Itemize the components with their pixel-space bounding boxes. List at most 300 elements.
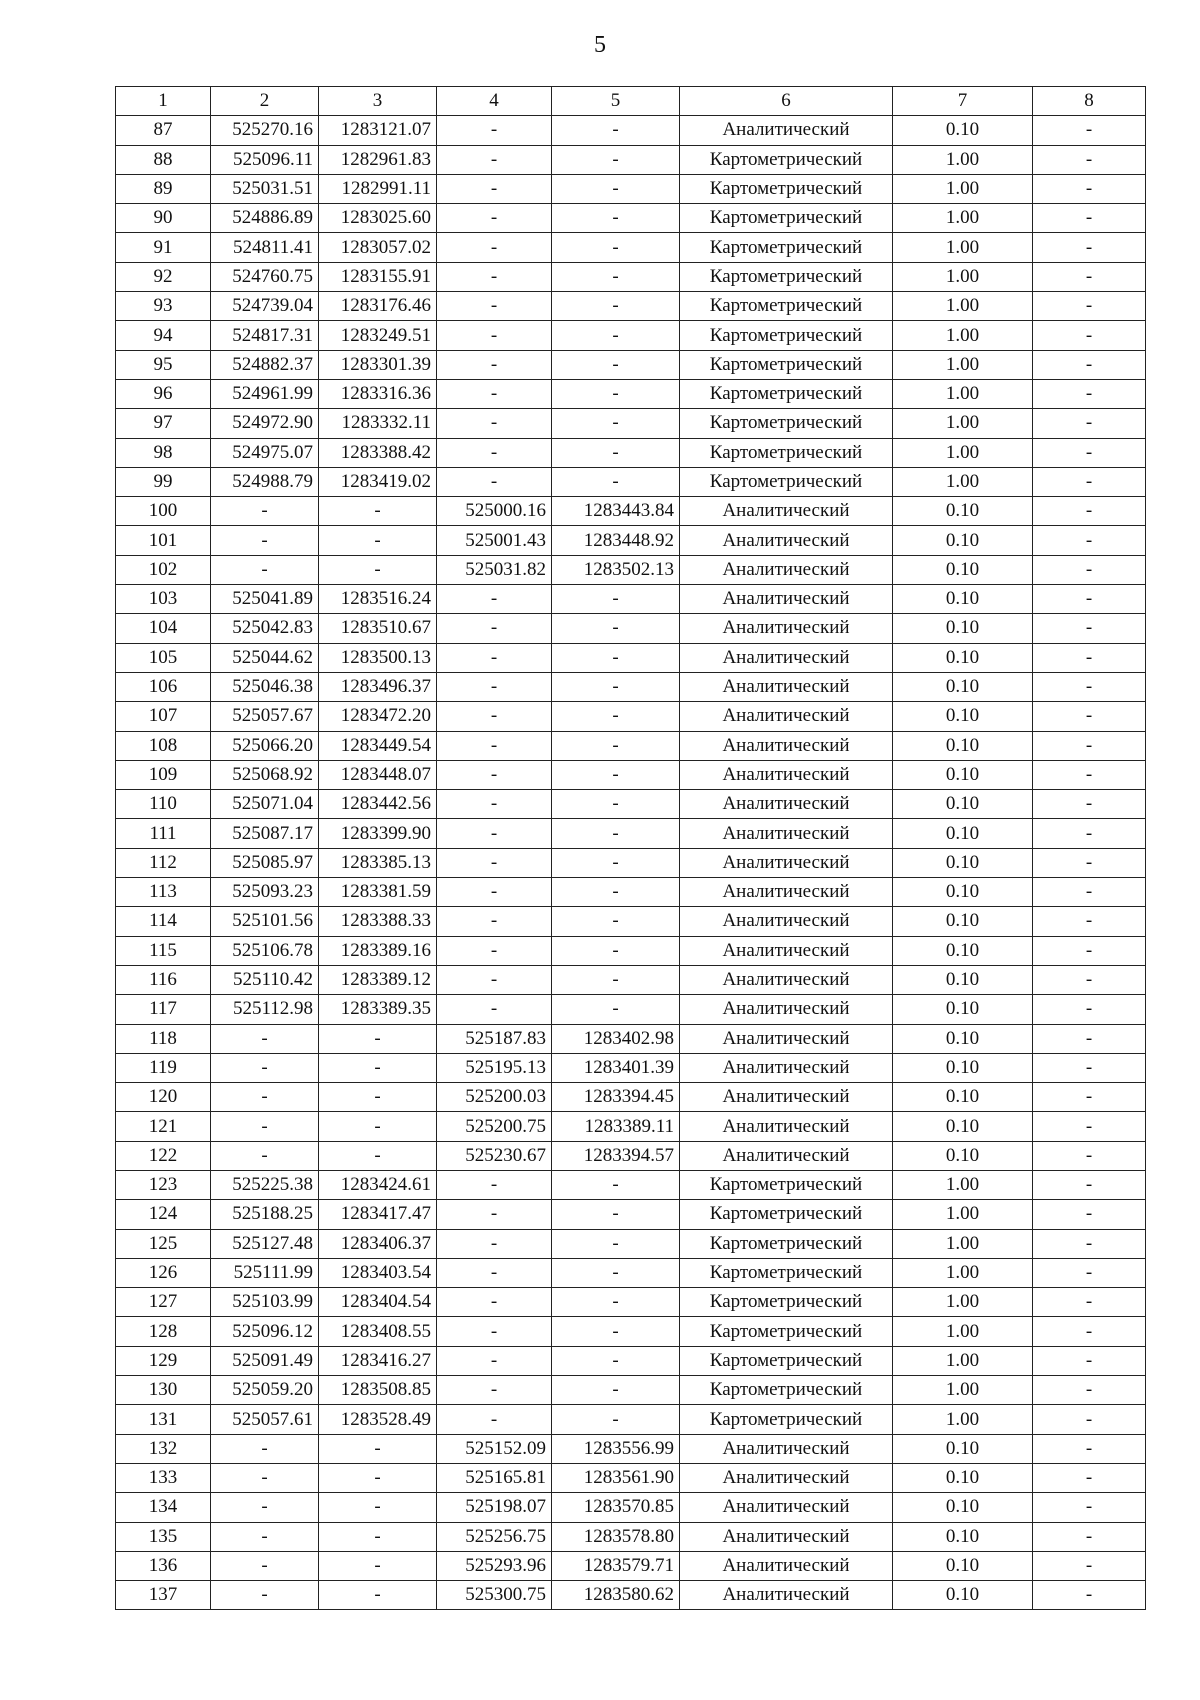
table-row — [116, 1376, 1146, 1405]
y-refined-cell: - — [552, 1200, 680, 1229]
point-number-cell: 126 — [116, 1258, 211, 1287]
method-cell: Аналитический — [680, 936, 893, 965]
y-refined-cell: - — [552, 614, 680, 643]
accuracy-cell: 0.10 — [893, 1053, 1033, 1082]
y-existing-cell: 1283406.37 — [319, 1229, 437, 1258]
y-existing-cell: 1283500.13 — [319, 643, 437, 672]
x-refined-cell: 525195.13 — [437, 1053, 552, 1082]
column-header: 6 — [680, 87, 893, 116]
method-cell: Аналитический — [680, 614, 893, 643]
column-header: 3 — [319, 87, 437, 116]
y-refined-cell: - — [552, 467, 680, 496]
x-refined-cell: 525256.75 — [437, 1522, 552, 1551]
description-cell: - — [1033, 1493, 1146, 1522]
table-row — [116, 116, 1146, 145]
x-existing-cell: - — [211, 1112, 319, 1141]
y-refined-cell: - — [552, 585, 680, 614]
point-number-cell: 112 — [116, 848, 211, 877]
method-cell: Аналитический — [680, 555, 893, 584]
method-cell: Картометрический — [680, 145, 893, 174]
x-existing-cell: - — [211, 555, 319, 584]
table-row — [116, 731, 1146, 760]
accuracy-cell: 1.00 — [893, 409, 1033, 438]
method-cell: Аналитический — [680, 995, 893, 1024]
y-refined-cell: - — [552, 731, 680, 760]
description-cell: - — [1033, 702, 1146, 731]
y-existing-cell: 1283389.12 — [319, 965, 437, 994]
table-row — [116, 672, 1146, 701]
point-number-cell: 98 — [116, 438, 211, 467]
y-existing-cell: - — [319, 1493, 437, 1522]
y-existing-cell: - — [319, 1551, 437, 1580]
point-number-cell: 110 — [116, 790, 211, 819]
y-existing-cell: - — [319, 1522, 437, 1551]
accuracy-cell: 1.00 — [893, 379, 1033, 408]
y-existing-cell: - — [319, 1112, 437, 1141]
x-refined-cell: - — [437, 321, 552, 350]
description-cell: - — [1033, 1083, 1146, 1112]
description-cell: - — [1033, 1551, 1146, 1580]
point-number-cell: 120 — [116, 1083, 211, 1112]
y-existing-cell: 1283176.46 — [319, 292, 437, 321]
method-cell: Аналитический — [680, 702, 893, 731]
point-number-cell: 101 — [116, 526, 211, 555]
x-existing-cell: - — [211, 1493, 319, 1522]
y-refined-cell: - — [552, 936, 680, 965]
point-number-cell: 119 — [116, 1053, 211, 1082]
y-existing-cell: 1283381.59 — [319, 878, 437, 907]
table-row — [116, 1581, 1146, 1610]
y-existing-cell: 1283516.24 — [319, 585, 437, 614]
method-cell: Аналитический — [680, 526, 893, 555]
point-number-cell: 135 — [116, 1522, 211, 1551]
point-number-cell: 95 — [116, 350, 211, 379]
y-existing-cell: 1283528.49 — [319, 1405, 437, 1434]
description-cell: - — [1033, 379, 1146, 408]
y-refined-cell: 1283394.45 — [552, 1083, 680, 1112]
y-existing-cell: - — [319, 1053, 437, 1082]
method-cell: Аналитический — [680, 1581, 893, 1610]
x-existing-cell: - — [211, 1581, 319, 1610]
y-existing-cell: 1283388.33 — [319, 907, 437, 936]
accuracy-cell: 0.10 — [893, 1083, 1033, 1112]
x-refined-cell: - — [437, 1288, 552, 1317]
description-cell: - — [1033, 1317, 1146, 1346]
y-refined-cell: - — [552, 145, 680, 174]
point-number-cell: 102 — [116, 555, 211, 584]
y-refined-cell: 1283580.62 — [552, 1581, 680, 1610]
description-cell: - — [1033, 1434, 1146, 1463]
accuracy-cell: 1.00 — [893, 1376, 1033, 1405]
x-refined-cell: - — [437, 672, 552, 701]
table-row — [116, 585, 1146, 614]
x-existing-cell: 525110.42 — [211, 965, 319, 994]
description-cell: - — [1033, 936, 1146, 965]
x-existing-cell: - — [211, 1522, 319, 1551]
x-refined-cell: 525200.03 — [437, 1083, 552, 1112]
table-row — [116, 1200, 1146, 1229]
table-row — [116, 614, 1146, 643]
x-refined-cell: - — [437, 995, 552, 1024]
description-cell: - — [1033, 1581, 1146, 1610]
x-existing-cell: 525112.98 — [211, 995, 319, 1024]
x-existing-cell: 525127.48 — [211, 1229, 319, 1258]
accuracy-cell: 0.10 — [893, 116, 1033, 145]
method-cell: Картометрический — [680, 1376, 893, 1405]
y-existing-cell: - — [319, 1141, 437, 1170]
x-refined-cell: - — [437, 292, 552, 321]
y-refined-cell: - — [552, 321, 680, 350]
x-existing-cell: 524817.31 — [211, 321, 319, 350]
y-existing-cell: 1283389.35 — [319, 995, 437, 1024]
y-refined-cell: 1283578.80 — [552, 1522, 680, 1551]
table-row — [116, 790, 1146, 819]
description-cell: - — [1033, 614, 1146, 643]
point-number-cell: 115 — [116, 936, 211, 965]
y-refined-cell: - — [552, 1170, 680, 1199]
method-cell: Картометрический — [680, 379, 893, 408]
accuracy-cell: 0.10 — [893, 1112, 1033, 1141]
y-existing-cell: 1283448.07 — [319, 760, 437, 789]
y-existing-cell: - — [319, 497, 437, 526]
x-existing-cell: 525068.92 — [211, 760, 319, 789]
y-refined-cell: - — [552, 1405, 680, 1434]
y-refined-cell: - — [552, 1288, 680, 1317]
accuracy-cell: 0.10 — [893, 614, 1033, 643]
x-refined-cell: 525001.43 — [437, 526, 552, 555]
point-number-cell: 133 — [116, 1463, 211, 1492]
y-refined-cell: 1283448.92 — [552, 526, 680, 555]
table-row — [116, 760, 1146, 789]
y-refined-cell: 1283579.71 — [552, 1551, 680, 1580]
x-refined-cell: - — [437, 907, 552, 936]
accuracy-cell: 0.10 — [893, 1024, 1033, 1053]
method-cell: Аналитический — [680, 1141, 893, 1170]
x-refined-cell: - — [437, 1346, 552, 1375]
x-refined-cell: - — [437, 379, 552, 408]
x-existing-cell: 525057.67 — [211, 702, 319, 731]
table-row — [116, 262, 1146, 291]
accuracy-cell: 1.00 — [893, 1229, 1033, 1258]
description-cell: - — [1033, 1200, 1146, 1229]
point-number-cell: 91 — [116, 233, 211, 262]
x-refined-cell: 525187.83 — [437, 1024, 552, 1053]
table-row — [116, 1522, 1146, 1551]
column-header: 7 — [893, 87, 1033, 116]
x-existing-cell: 524988.79 — [211, 467, 319, 496]
point-number-cell: 118 — [116, 1024, 211, 1053]
x-existing-cell: 525091.49 — [211, 1346, 319, 1375]
description-cell: - — [1033, 233, 1146, 262]
point-number-cell: 111 — [116, 819, 211, 848]
x-existing-cell: - — [211, 1141, 319, 1170]
description-cell: - — [1033, 1141, 1146, 1170]
point-number-cell: 129 — [116, 1346, 211, 1375]
x-refined-cell: - — [437, 819, 552, 848]
method-cell: Аналитический — [680, 643, 893, 672]
point-number-cell: 92 — [116, 262, 211, 291]
description-cell: - — [1033, 1112, 1146, 1141]
y-refined-cell: 1283402.98 — [552, 1024, 680, 1053]
x-refined-cell: - — [437, 936, 552, 965]
y-refined-cell: - — [552, 292, 680, 321]
point-number-cell: 114 — [116, 907, 211, 936]
table-row — [116, 1463, 1146, 1492]
x-existing-cell: 525106.78 — [211, 936, 319, 965]
accuracy-cell: 1.00 — [893, 145, 1033, 174]
y-existing-cell: 1283472.20 — [319, 702, 437, 731]
description-cell: - — [1033, 145, 1146, 174]
method-cell: Картометрический — [680, 1200, 893, 1229]
method-cell: Аналитический — [680, 1463, 893, 1492]
method-cell: Аналитический — [680, 585, 893, 614]
table-row — [116, 497, 1146, 526]
accuracy-cell: 1.00 — [893, 1317, 1033, 1346]
x-refined-cell: - — [437, 965, 552, 994]
table-row — [116, 1024, 1146, 1053]
x-refined-cell: 525031.82 — [437, 555, 552, 584]
description-cell: - — [1033, 790, 1146, 819]
table-row — [116, 1493, 1146, 1522]
description-cell: - — [1033, 1288, 1146, 1317]
method-cell: Аналитический — [680, 1112, 893, 1141]
x-refined-cell: - — [437, 731, 552, 760]
method-cell: Аналитический — [680, 878, 893, 907]
y-existing-cell: 1283408.55 — [319, 1317, 437, 1346]
description-cell: - — [1033, 1170, 1146, 1199]
x-existing-cell: 525096.11 — [211, 145, 319, 174]
coordinates-table — [115, 86, 1146, 1610]
x-existing-cell: 525046.38 — [211, 672, 319, 701]
description-cell: - — [1033, 1053, 1146, 1082]
point-number-cell: 137 — [116, 1581, 211, 1610]
y-refined-cell: - — [552, 438, 680, 467]
y-refined-cell: - — [552, 174, 680, 203]
table-row — [116, 878, 1146, 907]
y-refined-cell: - — [552, 350, 680, 379]
description-cell: - — [1033, 1258, 1146, 1287]
x-refined-cell: - — [437, 262, 552, 291]
y-refined-cell: - — [552, 1346, 680, 1375]
x-existing-cell: 525066.20 — [211, 731, 319, 760]
y-existing-cell: - — [319, 1434, 437, 1463]
column-header: 2 — [211, 87, 319, 116]
method-cell: Картометрический — [680, 1229, 893, 1258]
accuracy-cell: 1.00 — [893, 1288, 1033, 1317]
x-existing-cell: 525188.25 — [211, 1200, 319, 1229]
y-refined-cell: - — [552, 1317, 680, 1346]
accuracy-cell: 0.10 — [893, 555, 1033, 584]
table-row — [116, 1258, 1146, 1287]
x-existing-cell: - — [211, 1083, 319, 1112]
description-cell: - — [1033, 262, 1146, 291]
x-existing-cell: 525096.12 — [211, 1317, 319, 1346]
x-refined-cell: - — [437, 1317, 552, 1346]
accuracy-cell: 0.10 — [893, 1493, 1033, 1522]
point-number-cell: 107 — [116, 702, 211, 731]
table-row — [116, 1317, 1146, 1346]
accuracy-cell: 0.10 — [893, 1434, 1033, 1463]
y-existing-cell: 1283510.67 — [319, 614, 437, 643]
x-refined-cell: - — [437, 643, 552, 672]
y-refined-cell: - — [552, 233, 680, 262]
table-row — [116, 643, 1146, 672]
table-row — [116, 1053, 1146, 1082]
accuracy-cell: 1.00 — [893, 350, 1033, 379]
point-number-cell: 130 — [116, 1376, 211, 1405]
accuracy-cell: 1.00 — [893, 1258, 1033, 1287]
y-refined-cell: - — [552, 672, 680, 701]
accuracy-cell: 0.10 — [893, 760, 1033, 789]
point-number-cell: 125 — [116, 1229, 211, 1258]
description-cell: - — [1033, 585, 1146, 614]
y-existing-cell: - — [319, 1083, 437, 1112]
method-cell: Картометрический — [680, 1346, 893, 1375]
accuracy-cell: 1.00 — [893, 292, 1033, 321]
accuracy-cell: 1.00 — [893, 467, 1033, 496]
point-number-cell: 96 — [116, 379, 211, 408]
description-cell: - — [1033, 467, 1146, 496]
point-number-cell: 99 — [116, 467, 211, 496]
description-cell: - — [1033, 1405, 1146, 1434]
point-number-cell: 104 — [116, 614, 211, 643]
x-existing-cell: - — [211, 497, 319, 526]
x-existing-cell: 525225.38 — [211, 1170, 319, 1199]
x-existing-cell: 525103.99 — [211, 1288, 319, 1317]
accuracy-cell: 0.10 — [893, 790, 1033, 819]
table-row — [116, 936, 1146, 965]
accuracy-cell: 0.10 — [893, 878, 1033, 907]
x-refined-cell: - — [437, 878, 552, 907]
x-refined-cell: 525230.67 — [437, 1141, 552, 1170]
x-existing-cell: 525111.99 — [211, 1258, 319, 1287]
x-refined-cell: 525200.75 — [437, 1112, 552, 1141]
x-refined-cell: 525293.96 — [437, 1551, 552, 1580]
x-refined-cell: - — [437, 145, 552, 174]
point-number-cell: 105 — [116, 643, 211, 672]
description-cell: - — [1033, 174, 1146, 203]
y-refined-cell: - — [552, 760, 680, 789]
y-existing-cell: 1283508.85 — [319, 1376, 437, 1405]
table-row — [116, 555, 1146, 584]
method-cell: Аналитический — [680, 731, 893, 760]
accuracy-cell: 1.00 — [893, 204, 1033, 233]
method-cell: Аналитический — [680, 1551, 893, 1580]
x-refined-cell: - — [437, 1170, 552, 1199]
accuracy-cell: 0.10 — [893, 965, 1033, 994]
method-cell: Аналитический — [680, 760, 893, 789]
x-refined-cell: - — [437, 350, 552, 379]
point-number-cell: 89 — [116, 174, 211, 203]
x-refined-cell: - — [437, 614, 552, 643]
x-existing-cell: 524961.99 — [211, 379, 319, 408]
description-cell: - — [1033, 497, 1146, 526]
y-existing-cell: 1283301.39 — [319, 350, 437, 379]
x-refined-cell: - — [437, 1200, 552, 1229]
x-existing-cell: - — [211, 1053, 319, 1082]
accuracy-cell: 1.00 — [893, 1170, 1033, 1199]
table-row — [116, 350, 1146, 379]
description-cell: - — [1033, 848, 1146, 877]
method-cell: Аналитический — [680, 848, 893, 877]
y-refined-cell: - — [552, 907, 680, 936]
y-refined-cell: - — [552, 379, 680, 408]
y-refined-cell: - — [552, 409, 680, 438]
point-number-cell: 103 — [116, 585, 211, 614]
y-existing-cell: - — [319, 555, 437, 584]
table-row — [116, 379, 1146, 408]
point-number-cell: 97 — [116, 409, 211, 438]
y-refined-cell: - — [552, 116, 680, 145]
accuracy-cell: 1.00 — [893, 321, 1033, 350]
description-cell: - — [1033, 1346, 1146, 1375]
point-number-cell: 88 — [116, 145, 211, 174]
method-cell: Картометрический — [680, 409, 893, 438]
description-cell: - — [1033, 204, 1146, 233]
description-cell: - — [1033, 409, 1146, 438]
x-refined-cell: - — [437, 116, 552, 145]
y-refined-cell: - — [552, 204, 680, 233]
table-row — [116, 702, 1146, 731]
point-number-cell: 113 — [116, 878, 211, 907]
y-existing-cell: 1283316.36 — [319, 379, 437, 408]
y-existing-cell: 1283449.54 — [319, 731, 437, 760]
point-number-cell: 134 — [116, 1493, 211, 1522]
x-existing-cell: 525071.04 — [211, 790, 319, 819]
x-refined-cell: - — [437, 1376, 552, 1405]
method-cell: Аналитический — [680, 790, 893, 819]
y-refined-cell: - — [552, 995, 680, 1024]
description-cell: - — [1033, 321, 1146, 350]
x-existing-cell: 524886.89 — [211, 204, 319, 233]
column-header: 5 — [552, 87, 680, 116]
method-cell: Картометрический — [680, 1288, 893, 1317]
description-cell: - — [1033, 116, 1146, 145]
column-header: 8 — [1033, 87, 1146, 116]
y-refined-cell: - — [552, 878, 680, 907]
y-refined-cell: - — [552, 819, 680, 848]
x-existing-cell: 524975.07 — [211, 438, 319, 467]
description-cell: - — [1033, 819, 1146, 848]
x-refined-cell: 525165.81 — [437, 1463, 552, 1492]
table-body — [116, 116, 1146, 1610]
x-existing-cell: 525270.16 — [211, 116, 319, 145]
y-refined-cell: 1283561.90 — [552, 1463, 680, 1492]
x-existing-cell: 525031.51 — [211, 174, 319, 203]
point-number-cell: 109 — [116, 760, 211, 789]
x-refined-cell: 525152.09 — [437, 1434, 552, 1463]
point-number-cell: 122 — [116, 1141, 211, 1170]
x-existing-cell: 525042.83 — [211, 614, 319, 643]
description-cell: - — [1033, 672, 1146, 701]
table-row — [116, 1551, 1146, 1580]
accuracy-cell: 0.10 — [893, 819, 1033, 848]
table-row — [116, 848, 1146, 877]
y-existing-cell: - — [319, 526, 437, 555]
x-existing-cell: 524760.75 — [211, 262, 319, 291]
accuracy-cell: 1.00 — [893, 1200, 1033, 1229]
method-cell: Аналитический — [680, 116, 893, 145]
table-row — [116, 995, 1146, 1024]
y-refined-cell: 1283570.85 — [552, 1493, 680, 1522]
method-cell: Аналитический — [680, 1053, 893, 1082]
point-number-cell: 123 — [116, 1170, 211, 1199]
method-cell: Картометрический — [680, 1170, 893, 1199]
description-cell: - — [1033, 555, 1146, 584]
method-cell: Картометрический — [680, 1258, 893, 1287]
point-number-cell: 117 — [116, 995, 211, 1024]
table-row — [116, 907, 1146, 936]
